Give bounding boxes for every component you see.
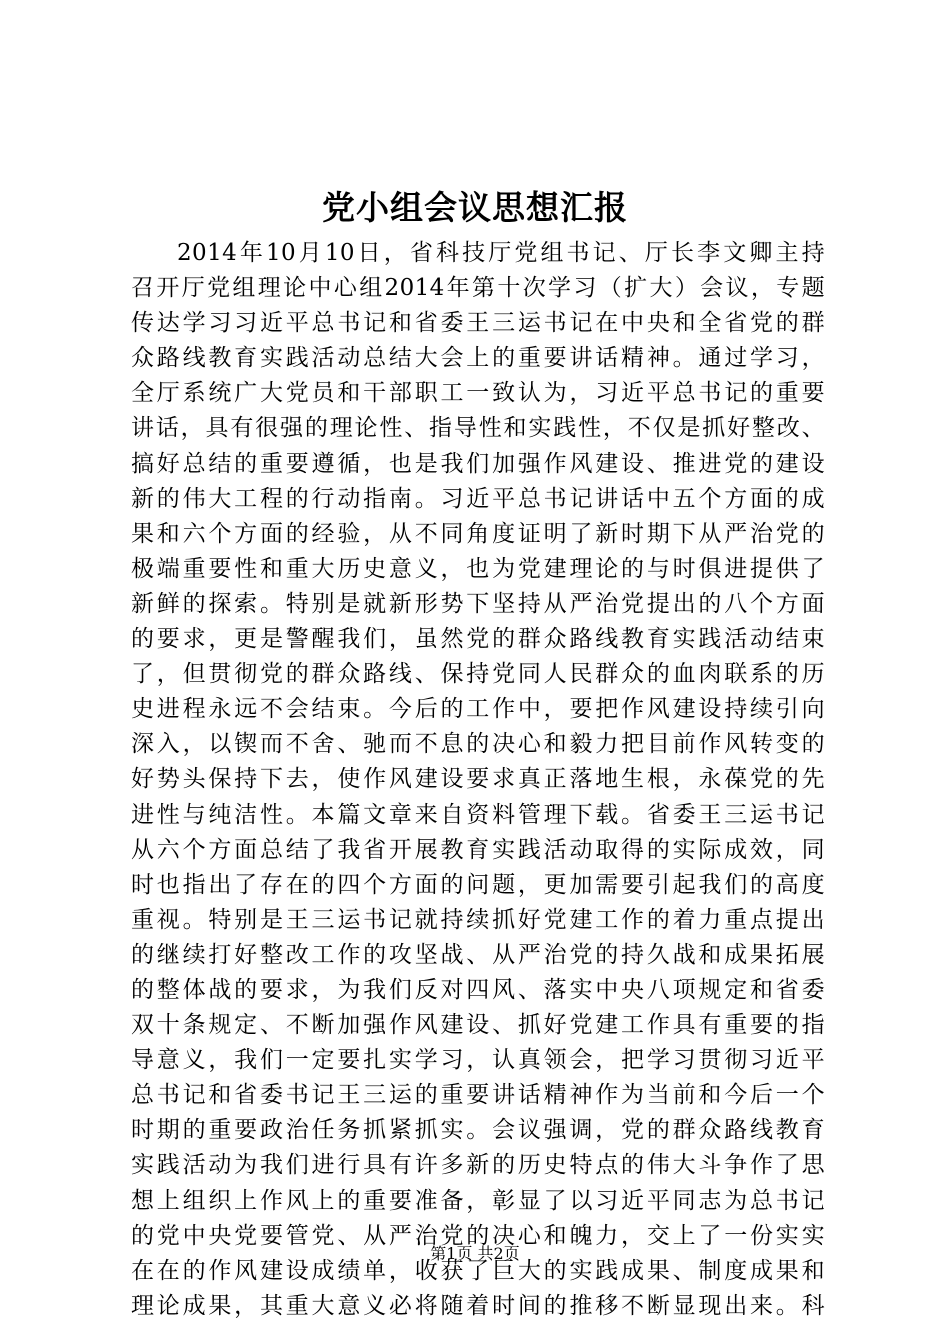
body-line: 的党中央党要管党、从严治党的决心和魄力，交上了一份实实 bbox=[131, 1222, 825, 1249]
body-line: 2014年10月10日，省科技厅党组书记、厅长李文卿主持 bbox=[177, 240, 825, 266]
body-line: 时也指出了存在的四个方面的问题，更加需要引起我们的高度 bbox=[131, 871, 825, 898]
body-line: 讲话，具有很强的理论性、指导性和实践性，不仅是抓好整改、 bbox=[131, 415, 825, 442]
body-line: 导意义，我们一定要扎实学习，认真领会，把学习贯彻习近平 bbox=[131, 1047, 825, 1074]
body-line: 新鲜的探索。特别是就新形势下坚持从严治党提出的八个方面 bbox=[131, 590, 825, 617]
body-line: 众路线教育实践活动总结大会上的重要讲话精神。通过学习， bbox=[131, 345, 825, 372]
body-line: 新的伟大工程的行动指南。习近平总书记讲话中五个方面的成 bbox=[131, 485, 825, 512]
body-line: 进性与纯洁性。本篇文章来自资料管理下载。省委王三运书记 bbox=[131, 801, 825, 828]
body-line: 史进程永远不会结束。今后的工作中，要把作风建设持续引向 bbox=[131, 696, 825, 723]
document-body bbox=[131, 236, 825, 1324]
body-line: 召开厅党组理论中心组2014年第十次学习（扩大）会议，专题 bbox=[131, 275, 825, 302]
body-line: 重视。特别是王三运书记就持续抓好党建工作的着力重点提出 bbox=[131, 906, 825, 933]
body-line: 理论成果，其重大意义必将随着时间的推移不断显现出来。科 bbox=[131, 1292, 825, 1319]
body-line: 从六个方面总结了我省开展教育实践活动取得的实际成效，同 bbox=[131, 836, 825, 863]
body-line: 搞好总结的重要遵循，也是我们加强作风建设、推进党的建设 bbox=[131, 450, 825, 477]
body-line: 全厅系统广大党员和干部职工一致认为，习近平总书记的重要 bbox=[131, 380, 825, 407]
body-line: 的整体战的要求，为我们反对四风、落实中央八项规定和省委 bbox=[131, 976, 825, 1003]
body-line: 双十条规定、不断加强作风建设、抓好党建工作具有重要的指 bbox=[131, 1012, 825, 1039]
body-line: 深入，以锲而不舍、驰而不息的决心和毅力把目前作风转变的 bbox=[131, 731, 825, 758]
body-line: 果和六个方面的经验，从不同角度证明了新时期下从严治党的 bbox=[131, 520, 825, 547]
body-line: 总书记和省委书记王三运的重要讲话精神作为当前和今后一个 bbox=[131, 1082, 825, 1109]
body-line: 极端重要性和重大历史意义，也为党建理论的与时俱进提供了 bbox=[131, 555, 825, 582]
body-line: 实践活动为我们进行具有许多新的历史特点的伟大斗争作了思 bbox=[131, 1152, 825, 1179]
body-line: 好势头保持下去，使作风建设要求真正落地生根，永葆党的先 bbox=[131, 766, 825, 793]
body-line: 的继续打好整改工作的攻坚战、从严治党的持久战和成果拓展 bbox=[131, 941, 825, 968]
document-title: 党小组会议思想汇报 bbox=[322, 188, 628, 227]
body-line: 想上组织上作风上的重要准备，彰显了以习近平同志为总书记 bbox=[131, 1187, 825, 1214]
body-line: 在在的作风建设成绩单，收获了巨大的实践成果、制度成果和 bbox=[131, 1257, 825, 1284]
body-line: 了，但贯彻党的群众路线、保持党同人民群众的血肉联系的历 bbox=[131, 661, 825, 688]
page-number-footer: 第1页 共2页 bbox=[430, 1244, 520, 1263]
body-line: 传达学习习近平总书记和省委王三运书记在中央和全省党的群 bbox=[131, 310, 825, 337]
body-line: 时期的重要政治任务抓紧抓实。会议强调，党的群众路线教育 bbox=[131, 1117, 825, 1144]
body-line: 的要求，更是警醒我们，虽然党的群众路线教育实践活动结束 bbox=[131, 626, 825, 653]
